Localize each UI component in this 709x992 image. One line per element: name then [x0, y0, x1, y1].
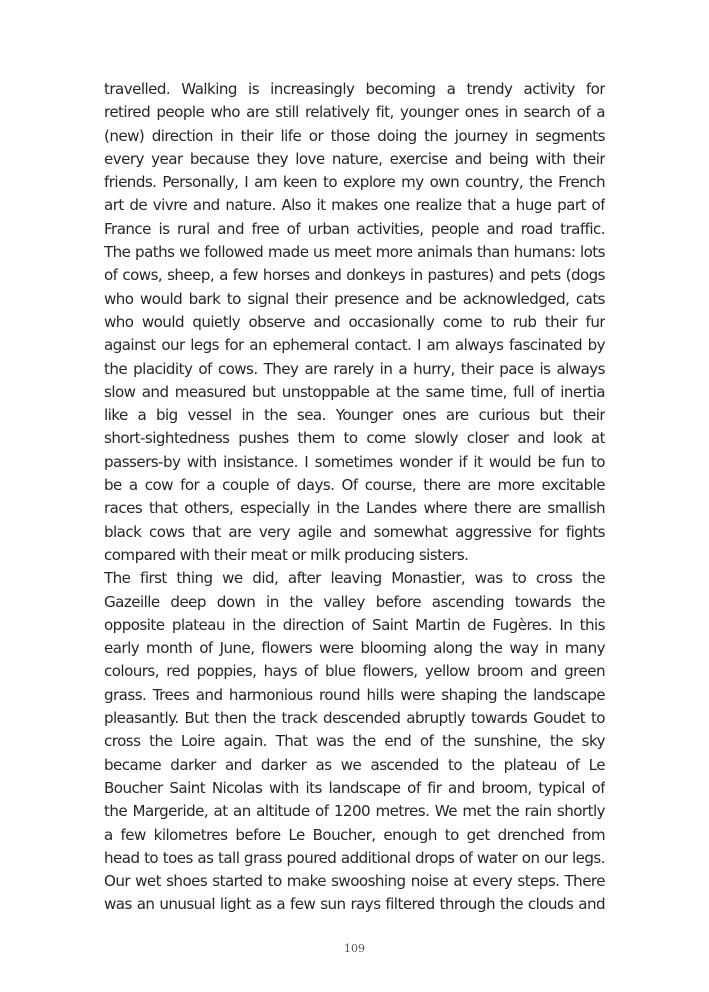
text-line: every year because they love nature, exercise and being with their: [104, 149, 605, 168]
text-line: of cows, sheep, a few horses and donkeys in pastures) and pets (dogs: [104, 266, 605, 285]
page-number: 109: [344, 942, 365, 955]
text-line: art de vivre and nature. Also it makes one realize that a huge part of: [104, 196, 605, 215]
text-line: the Margeride, at an altitude of 1200 metres. We met the rain shortly: [104, 802, 605, 821]
text-line: passers-by with insistance. I sometimes wonder if it would be fun to: [104, 452, 605, 471]
text-line: who would bark to signal their presence and be acknowledged, cats: [104, 289, 605, 308]
text-line: short-sightedness pushes them to come slowly closer and look at: [104, 429, 605, 448]
paragraph-1: [104, 78, 605, 567]
text-line: compared with their meat or milk producing sisters.: [104, 545, 469, 564]
text-line: head to toes as tall grass poured additional drops of water on our legs.: [104, 848, 605, 867]
paragraph-2: [104, 567, 605, 916]
text-line: pleasantly. But then the track descended abruptly towards Goudet to: [104, 709, 605, 728]
text-line: Gazeille deep down in the valley before ascending towards the: [104, 592, 605, 611]
text-line: colours, red poppies, hays of blue flowers, yellow broom and green: [104, 662, 605, 681]
text-line: a few kilometres before Le Boucher, enough to get drenched from: [104, 825, 605, 844]
text-line: opposite plateau in the direction of Saint Martin de Fugères. In this: [104, 615, 605, 634]
text-line: Our wet shoes started to make swooshing noise at every steps. There: [104, 872, 605, 891]
text-line: early month of June, flowers were blooming along the way in many: [104, 639, 605, 658]
body-text: [104, 78, 605, 917]
text-line: the placidity of cows. They are rarely in a hurry, their pace is always: [104, 359, 605, 378]
text-line: (new) direction in their life or those doing the journey in segments: [104, 126, 605, 145]
text-line: against our legs for an ephemeral contact. I am always fascinated by: [104, 336, 605, 355]
text-line: black cows that are very agile and somewhat aggressive for fights: [104, 522, 605, 541]
text-line: retired people who are still relatively fit, younger ones in search of a: [104, 103, 605, 122]
text-line: became darker and darker as we ascended to the plateau of Le: [104, 755, 605, 774]
text-line: slow and measured but unstoppable at the same time, full of inertia: [104, 382, 605, 401]
text-line: The first thing we did, after leaving Monastier, was to cross the: [104, 569, 605, 588]
text-line: races that others, especially in the Landes where there are smallish: [104, 499, 605, 518]
text-line: cross the Loire again. That was the end of the sunshine, the sky: [104, 732, 605, 751]
text-line: grass. Trees and harmonious round hills were shaping the landscape: [104, 685, 605, 704]
text-line: was an unusual light as a few sun rays filtered through the clouds and: [104, 895, 605, 914]
text-line: France is rural and free of urban activities, people and road traffic.: [104, 219, 605, 238]
text-line: be a cow for a couple of days. Of course, there are more excitable: [104, 476, 605, 495]
text-line: travelled. Walking is increasingly becoming a trendy activity for: [104, 80, 605, 98]
text-line: Boucher Saint Nicolas with its landscape of fir and broom, typical of: [104, 778, 605, 797]
text-line: friends. Personally, I am keen to explore my own country, the French: [104, 173, 605, 192]
text-line: like a big vessel in the sea. Younger ones are curious but their: [104, 406, 605, 425]
text-line: The paths we followed made us meet more animals than humans: lots: [104, 243, 605, 262]
text-line: who would quietly observe and occasionally come to rub their fur: [104, 312, 605, 331]
